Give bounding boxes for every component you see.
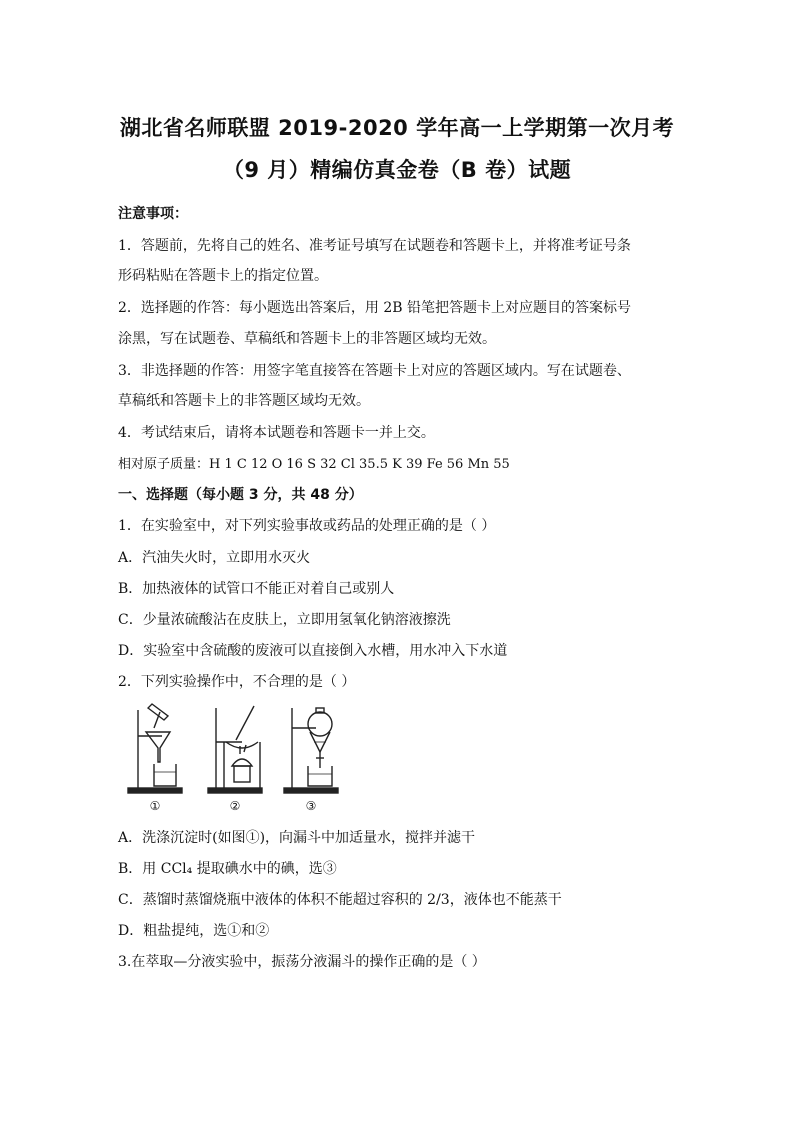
note-line: 形码粘贴在答题卡上的指定位置。 <box>118 268 328 284</box>
question-1-option-a: A．汽油失火时，立即用水灭火 <box>118 550 311 566</box>
question-3-stem: 3.在萃取—分液实验中，振荡分液漏斗的操作正确的是（ ） <box>118 954 486 970</box>
note-line: 草稿纸和答题卡上的非答题区域均无效。 <box>118 393 370 409</box>
figure-label-1: ① <box>149 799 161 813</box>
separatory-funnel-apparatus-icon <box>284 708 338 793</box>
exam-title-line-2: （9 月）精编仿真金卷（B 卷）试题 <box>222 158 572 182</box>
question-2-option-d: D．粗盐提纯，选①和② <box>118 923 270 939</box>
note-line: 2．选择题的作答：每小题选出答案后，用 2B 铅笔把答题卡上对应题目的答案标号 <box>118 300 632 316</box>
filtration-apparatus-icon <box>128 704 182 793</box>
question-2-option-b: B．用 CCl₄ 提取碘水中的碘，选③ <box>118 861 337 877</box>
question-2-stem: 2．下列实验操作中，不合理的是（ ） <box>118 674 356 690</box>
lab-apparatus-figure <box>124 702 344 814</box>
section-heading: 一、选择题（每小题 3 分，共 48 分） <box>118 487 363 503</box>
note-line: 涂黑，写在试题卷、草稿纸和答题卡上的非答题区域均无效。 <box>118 331 496 347</box>
note-line: 3．非选择题的作答：用签字笔直接答在答题卡上对应的答题区域内。写在试题卷、 <box>118 363 631 379</box>
atomic-masses: 相对原子质量：H 1 C 12 O 16 S 32 Cl 35.5 K 39 Fe 56 Mn 55 <box>118 457 510 472</box>
evaporation-apparatus-icon <box>208 706 262 793</box>
question-2-option-a: A．洗涤沉淀时(如图①)，向漏斗中加适量水，搅拌并滤干 <box>118 830 476 846</box>
note-line: 4．考试结束后，请将本试题卷和答题卡一并上交。 <box>118 425 435 441</box>
question-1-stem: 1．在实验室中，对下列实验事故或药品的处理正确的是（ ） <box>118 518 496 534</box>
question-1-option-d: D．实验室中含硫酸的废液可以直接倒入水槽，用水冲入下水道 <box>118 643 508 659</box>
figure-label-3: ③ <box>305 799 317 813</box>
question-1-option-b: B．加热液体的试管口不能正对着自己或别人 <box>118 581 395 597</box>
notes-heading: 注意事项： <box>118 206 188 222</box>
question-1-option-c: C．少量浓硫酸沾在皮肤上，立即用氢氧化钠溶液擦洗 <box>118 612 451 628</box>
figure-label-2: ② <box>229 799 241 813</box>
note-line: 1．答题前，先将自己的姓名、准考证号填写在试题卷和答题卡上，并将准考证号条 <box>118 238 631 254</box>
question-2-option-c: C．蒸馏时蒸馏烧瓶中液体的体积不能超过容积的 2/3，液体也不能蒸干 <box>118 892 562 908</box>
exam-title-line-1: 湖北省名师联盟 2019-2020 学年高一上学期第一次月考 <box>119 116 675 140</box>
